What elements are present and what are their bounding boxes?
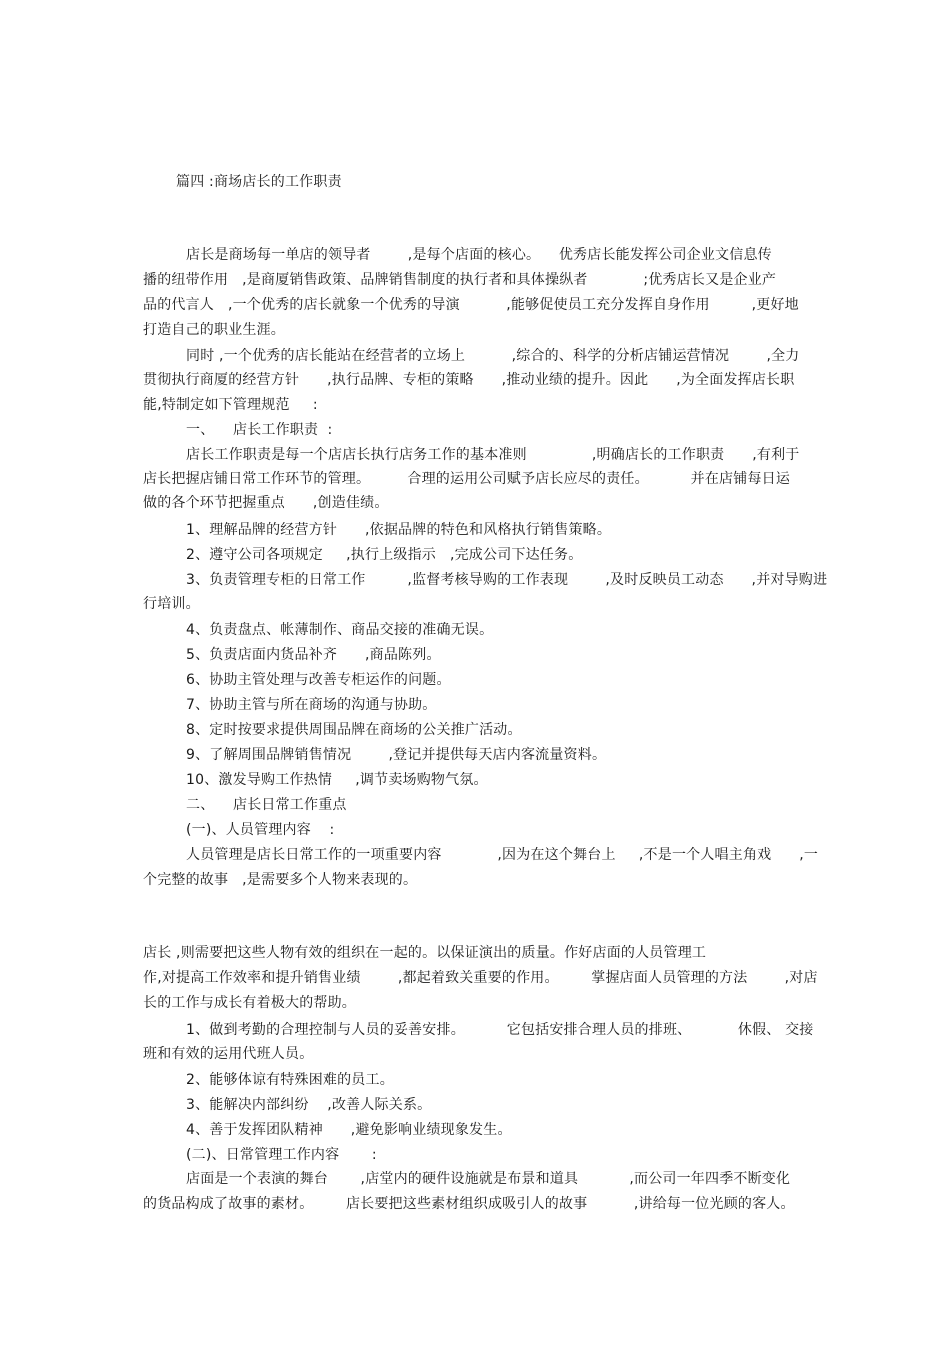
list-item: 2、遵守公司各项规定 ,执行上级指示 ,完成公司下达任务。 [186,547,583,563]
document-title: 篇四 :商场店长的工作职责 [176,174,342,190]
list-item: 10、激发导购工作热情 ,调节卖场购物气氛。 [186,772,488,788]
paragraph-line: 个完整的故事 ,是需要多个人物来表现的。 [143,872,418,888]
paragraph-line: 贯彻执行商厦的经营方针 ,执行品牌、专柜的策略 ,推动业绩的提升。因此 ,为全面发挥店长职 [143,372,795,388]
subsection-heading: (一)、人员管理内容 : [186,822,335,838]
list-item: 9、了解周围品牌销售情况 ,登记并提供每天店内客流量资料。 [186,747,607,763]
list-item: 4、负责盘点、帐薄制作、商品交接的准确无误。 [186,622,494,638]
list-item: 2、能够体谅有特殊困难的员工。 [186,1072,394,1088]
list-item: 3、负责管理专柜的日常工作 ,监督考核导购的工作表现 ,及时反映员工动态 ,并对导购进 [186,572,828,588]
list-item: 班和有效的运用代班人员。 [143,1046,314,1062]
paragraph-line: 长的工作与成长有着极大的帮助。 [143,995,356,1011]
section-heading: 一、 店长工作职责 : [186,422,333,438]
paragraph-line: 店长工作职责是每一个店店长执行店务工作的基本准则 ,明确店长的工作职责 ,有利于 [186,447,800,463]
list-item: 7、协助主管与所在商场的沟通与协助。 [186,697,437,713]
list-item: 行培训。 [143,596,200,612]
paragraph-line: 店面是一个表演的舞台 ,店堂内的硬件设施就是布景和道具 ,而公司一年四季不断变化 [186,1171,791,1187]
list-item: 1、做到考勤的合理控制与人员的妥善安排。 它包括安排合理人员的排班、 休假、 交接 [186,1022,814,1038]
paragraph-line: 店长 ,则需要把这些人物有效的组织在一起的。以保证演出的质量。作好店面的人员管理工 [143,945,707,961]
paragraph-line: 打造自己的职业生涯。 [143,322,285,338]
paragraph-line: 能,特制定如下管理规范 : [143,397,318,413]
list-item: 6、协助主管处理与改善专柜运作的问题。 [186,672,451,688]
list-item: 8、定时按要求提供周围品牌在商场的公关推广活动。 [186,722,522,738]
list-item: 3、能解决内部纠纷 ,改善人际关系。 [186,1097,432,1113]
list-item: 1、理解品牌的经营方针 ,依据品牌的特色和风格执行销售策略。 [186,522,612,538]
paragraph-line: 店长是商场每一单店的领导者 ,是每个店面的核心。 优秀店长能发挥公司企业文信息传 [186,247,772,263]
subsection-heading: (二)、日常管理工作内容 : [186,1147,377,1163]
paragraph-line: 作,对提高工作效率和提升销售业绩 ,都起着致关重要的作用。 掌握店面人员管理的方法 ,对店 [143,970,818,986]
section-heading: 二、 店长日常工作重点 [186,797,347,813]
paragraph-line: 播的纽带作用 ,是商厦销售政策、品牌销售制度的执行者和具体操纵者 ;优秀店长又是企业产 [143,272,777,288]
paragraph-line: 品的代言人 ,一个优秀的店长就象一个优秀的导演 ,能够促使员工充分发挥自身作用 ,更好地 [143,297,799,313]
paragraph-line: 做的各个环节把握重点 ,创造佳绩。 [143,495,389,511]
list-item: 4、善于发挥团队精神 ,避免影响业绩现象发生。 [186,1122,512,1138]
list-item: 5、负责店面内货品补齐 ,商品陈列。 [186,647,441,663]
paragraph-line: 的货品构成了故事的素材。 店长要把这些素材组织成吸引人的故事 ,讲给每一位光顾的客人。 [143,1196,795,1212]
paragraph-line: 同时 ,一个优秀的店长能站在经营者的立场上 ,综合的、科学的分析店铺运营情况 ,全力 [186,348,800,364]
paragraph-line: 人员管理是店长日常工作的一项重要内容 ,因为在这个舞台上 ,不是一个人唱主角戏 ,一 [186,847,819,863]
paragraph-line: 店长把握店铺日常工作环节的管理。 合理的运用公司赋予店长应尽的责任。 并在店铺每日运 [143,471,791,487]
